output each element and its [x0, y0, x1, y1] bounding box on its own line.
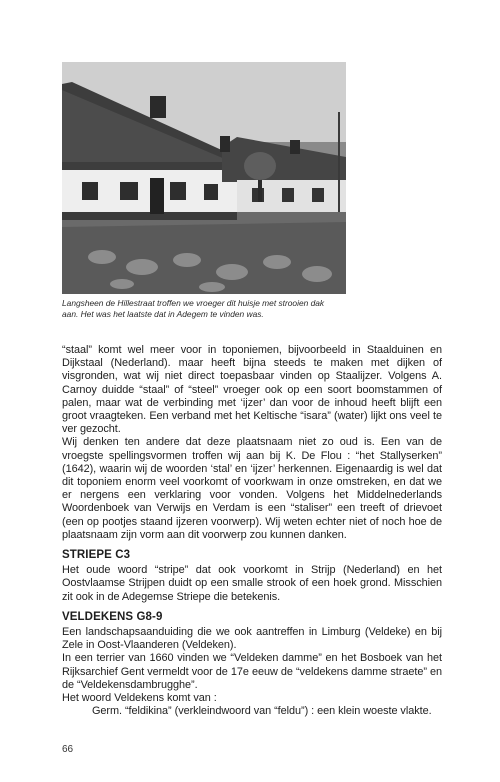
paragraph-veldekens-1: Een landschapsaanduiding die we ook aantreffen in Limburg (Veldeke) en bij Zele in Oost-Vlaanderen (Veldeken).	[62, 626, 442, 652]
page-number: 66	[62, 744, 74, 755]
paragraph-veldekens-4: Germ. “feldikina” (verkleindwoord van “feldu”) : een klein woeste vlakte.	[92, 705, 432, 718]
paragraph-stallyserken: Wij denken ten andere dat deze plaatsnaam niet zo oud is. Een van de vroegste spellingsvormen troffen wij aan bij K. De Flou : “het Stallyserken” (1642), waarin wij de woorden ‘stal’ en ‘ijzer’ herkennen. Eigenaardig is wel dat dit toponiem enorm veel voorkomt of voorkwam in onze omstreken, en dat we er nergens een verklaring voor vonden. Volgens het Middelnederlands Woordenboek van Verwijs en Verdam is een “staliser” een treeft of drievoet (een op pootjes staand ijzeren voorwerp). Wij weten echter niet of noch hoe de plaatsnaam zijn vorm aan dit voorwerp zou kunnen danken.	[62, 436, 442, 541]
caption-line-1: Langsheen de Hillestraat troffen we vroeger dit huisje met strooien dak	[62, 298, 325, 308]
body-text	[62, 344, 442, 718]
photo-caption	[62, 298, 392, 319]
farmhouse-photo-icon	[62, 62, 346, 294]
caption-line-2: aan. Het was het laatste dat in Adegem te vinden was.	[62, 308, 264, 319]
paragraph-veldekens-3: Het woord Veldekens komt van :	[62, 692, 217, 705]
paragraph-veldekens-2: In een terrier van 1660 vinden we “Veldeken damme” en het Bosboek van het Rijksarchief Gent vermeldt voor de 17e eeuw de “veldekens damme straete” en de “Veldekensdambrugghe”.	[62, 652, 442, 691]
paragraph-striepe: Het oude woord “stripe” dat ook voorkomt in Strijp (Nederland) en het Oostvlaamse Strijpen duidt op een smalle strook of een hoek grond. Misschien zit ook in de Adegemse Striepe die betekenis.	[62, 564, 442, 603]
heading-veldekens: VELDEKENS G8-9	[62, 610, 163, 623]
heading-striepe: STRIEPE C3	[62, 549, 131, 562]
farmhouse-photo	[62, 62, 346, 294]
paragraph-staal: “staal” komt wel meer voor in toponiemen, bijvoorbeeld in Staalduinen en Dijkstaal (Nederland). maar heeft bijna steeds te maken met dijken of visgronden, wat wij niet direct toepasbaar vinden op Staalijzer. Volgens A. Carnoy duidde “staal” of “steel” vroeger ook op een soort boomstammen of palen, maar wat de verbinding met ‘ijzer’ dan voor de inhoud heeft blijft een groot vraagteken. Een verband met het Keltische “isara” (water) lijkt ons veel te ver gezocht.	[62, 344, 442, 436]
